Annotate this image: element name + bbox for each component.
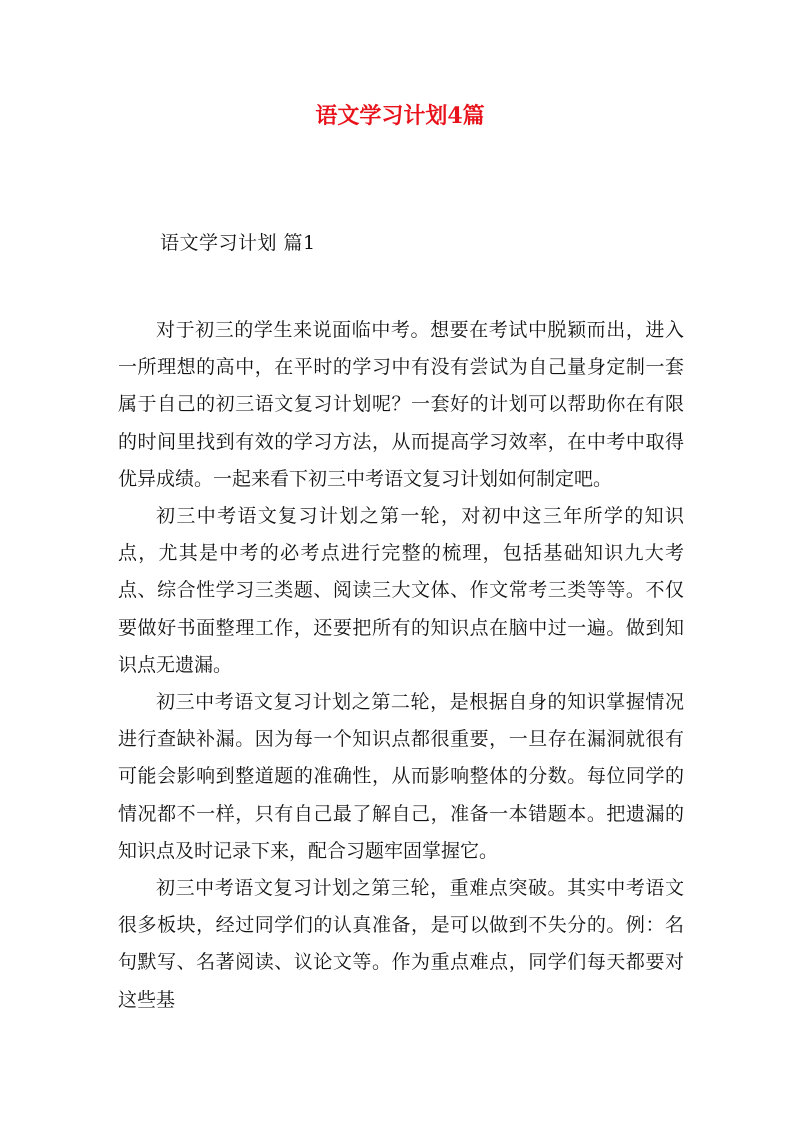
document-title: 语文学习计划4篇 — [315, 103, 485, 129]
paragraph-intro: 对于初三的学生来说面临中考。想要在考试中脱颖而出，进入一所理想的高中，在平时的学习中有没有尝试为自己量身定制一套属于自己的初三语文复习计划呢？一套好的计划可以帮助你在有限的时间里找到有效的学习方法，从而提高学习效率，在中考中取得优异成绩。一起来看下初三中考语文复习计划如何制定吧。 — [118, 319, 684, 490]
paragraph-round-three: 初三中考语文复习计划之第三轮，重难点突破。其实中考语文很多板块，经过同学们的认真准备，是可以做到不失分的。例：名句默写、名著阅读、议论文等。作为重点难点，同学们每天都要对这些基 — [118, 877, 684, 1011]
paragraph-round-one: 初三中考语文复习计划之第一轮，对初中这三年所学的知识点，尤其是中考的必考点进行完整的梳理，包括基础知识九大考点、综合性学习三类题、阅读三大文体、作文常考三类等等。不仅要做好书面整理工作，还要把所有的知识点在脑中过一遍。做到知识点无遗漏。 — [118, 505, 684, 676]
paragraph-round-two: 初三中考语文复习计划之第二轮，是根据自身的知识掌握情况进行查缺补漏。因为每一个知识点都很重要，一旦存在漏洞就很有可能会影响到整道题的准确性，从而影响整体的分数。每位同学的情况都不一样，只有自己最了解自己，准备一本错题本。把遗漏的知识点及时记录下来，配合习题牢固掌握它。 — [118, 691, 684, 862]
section-heading: 语文学习计划 篇1 — [160, 232, 316, 254]
document-body — [118, 312, 684, 1019]
